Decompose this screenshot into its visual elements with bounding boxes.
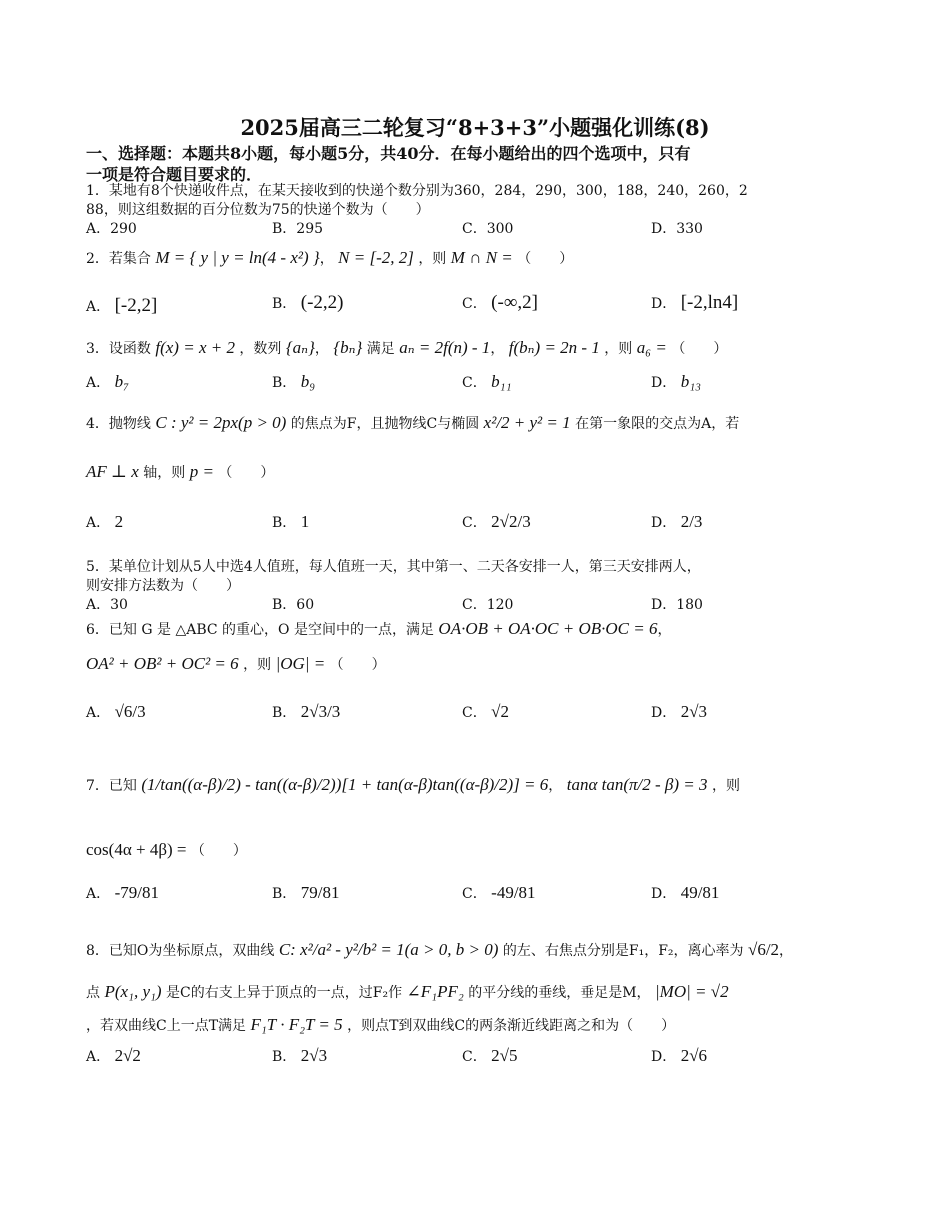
q7-ask: cos(4α + 4β) = <box>86 840 187 859</box>
q3-function: f(x) = x + 2 <box>155 338 235 357</box>
q2-option-b: B． (-2,2) <box>272 292 344 313</box>
q1-line1: 1．某地有8个快递收件点，在某天接收到的快递个数分别为360，284，290，300，188，240，260，2 <box>86 183 748 199</box>
q4-ask: p = <box>189 462 214 481</box>
q3-sequence-a: {aₙ} <box>285 338 315 357</box>
q3-relation-2: f(bₙ) = 2n - 1 <box>508 338 600 357</box>
q4-condition: AF ⊥ x <box>86 462 139 481</box>
q7-option-d: D． 49/81 <box>651 883 720 902</box>
q8-mo: |MO| = √2 <box>655 982 729 1001</box>
q5-line2: 则安排方法数为（ ） <box>86 578 240 594</box>
q3-sequence-b: {bₙ} <box>333 338 363 357</box>
q6-stem-line1: 6．已知 G 是 △ABC 的重心，O 是空间中的一点，满足 OA·OB + OA·OC + OB·OC = 6， <box>86 619 672 638</box>
q2-tail: ，则 <box>418 251 447 267</box>
q2-option-d: D． [-2,ln4] <box>651 292 739 313</box>
q5-option-b: B．60 <box>272 597 315 613</box>
q4-stem-line1: 4．抛物线 C : y² = 2px(p > 0) 的焦点为F，且抛物线C与椭圆 x²/2 + y² = 1 在第一象限的交点为A，若 <box>86 413 740 432</box>
q4-parabola: C : y² = 2px(p > 0) <box>155 413 287 432</box>
q1-option-b: B．295 <box>272 221 324 237</box>
q4-stem-line2: AF ⊥ x 轴，则 p = （ ） <box>86 462 275 481</box>
q8-dot-product: F₁T · F₂T = 5 <box>250 1015 343 1034</box>
q2-ask: M ∩ N = <box>450 248 513 267</box>
q6-option-d: D． 2√3 <box>651 702 708 721</box>
q2-stem <box>86 248 573 269</box>
q5-line1: 5．某单位计划从5人中选4人值班，每人值班一天，其中第一、二天各安排一人，第三天安排两人， <box>86 559 701 575</box>
q5-option-d: D．180 <box>651 597 703 613</box>
q8-stem-line2: 点 P(x₁, y₁) 是C的右支上异于顶点的一点，过F₂作 ∠F₁PF₂ 的平分线的垂线，垂足是M， |MO| = √2 <box>86 982 729 1001</box>
q8-option-b: B． 2√3 <box>272 1046 328 1065</box>
q7-stem-line2: cos(4α + 4β) = （ ） <box>86 840 247 859</box>
q6-condition-2: OA² + OB² + OC² = 6 <box>86 654 239 673</box>
section-heading-line1: 一、选择题：本题共8小题，每小题5分，共40分．在每小题给出的四个选项中，只有 <box>86 144 691 163</box>
q6-condition-1: OA·OB + OA·OC + OB·OC = 6 <box>438 619 658 638</box>
q8-stem-line1: 8．已知O为坐标原点，双曲线 C: x²/a² - y²/b² = 1(a > 0, b > 0) 的左、右焦点分别是F₁，F₂，离心率为 √6/2， <box>86 940 794 959</box>
q4-option-d: D． 2/3 <box>651 512 703 531</box>
q4-option-b: B． 1 <box>272 512 310 531</box>
q2-sep: ， <box>319 251 334 267</box>
q8-option-c: C． 2√5 <box>462 1046 518 1065</box>
q2-option-a: A． [-2,2] <box>86 295 158 316</box>
q4-option-c: C． 2√2/3 <box>462 512 531 531</box>
q2-prefix: 2．若集合 <box>86 251 151 267</box>
q8-option-d: D． 2√6 <box>651 1046 708 1065</box>
q7-option-a: A． -79/81 <box>86 883 159 902</box>
q8-eccentricity: √6/2 <box>747 940 780 959</box>
q4-ellipse: x²/2 + y² = 1 <box>483 413 571 432</box>
section-heading-line2: 一项是符合题目要求的． <box>86 165 263 184</box>
q6-stem-line2: OA² + OB² + OC² = 6 ，则 |OG| = （ ） <box>86 654 386 673</box>
q6-option-a: A． √6/3 <box>86 702 146 721</box>
q2-paren: （ ） <box>517 251 574 267</box>
q2-option-c: C． (-∞,2] <box>462 292 538 313</box>
q7-option-b: B． 79/81 <box>272 883 340 902</box>
q8-angle: ∠F₁PF₂ <box>406 982 464 1001</box>
q1-option-d: D．330 <box>651 221 703 237</box>
page-title: 2025届高三二轮复习“8+3+3”小题强化训练(8) <box>240 115 710 140</box>
q7-condition-2: tanα tan(π/2 - β) = 3 <box>566 775 708 794</box>
q7-option-c: C． -49/81 <box>462 883 536 902</box>
q7-condition-1: (1/tan((α-β)/2) - tan((α-β)/2))[1 + tan(α-β)tan((α-β)/2)] = 6 <box>141 775 549 794</box>
q3-option-b: B． b₉ <box>272 372 316 391</box>
q3-option-c: C． b₁₁ <box>462 372 512 391</box>
q3-option-d: D． b₁₃ <box>651 372 702 391</box>
q4-option-a: A． 2 <box>86 512 124 531</box>
q8-hyperbola: C: x²/a² - y²/b² = 1(a > 0, b > 0) <box>278 940 499 959</box>
q3-option-a: A． b₇ <box>86 372 129 391</box>
q1-line2: 88，则这组数据的百分位数为75的快递个数为（ ） <box>86 202 430 218</box>
q1-option-a: A．290 <box>86 221 137 237</box>
q3-relation-1: aₙ = 2f(n) - 1 <box>399 338 491 357</box>
q6-option-b: B． 2√3/3 <box>272 702 341 721</box>
q2-set-m: M = { y | y = ln(4 - x²) } <box>155 248 320 267</box>
q5-option-a: A．30 <box>86 597 128 613</box>
q5-option-c: C．120 <box>462 597 514 613</box>
q3-stem: 3．设函数 f(x) = x + 2 ，数列 {aₙ}， {bₙ} 满足 aₙ = 2f(n) - 1， f(bₙ) = 2n - 1 ，则 a₆ = （ ） <box>86 338 728 357</box>
q1-option-c: C．300 <box>462 221 514 237</box>
q8-point: P(x₁, y₁) <box>104 982 162 1001</box>
q6-option-c: C． √2 <box>462 702 510 721</box>
q3-ask: a₆ = <box>636 338 667 357</box>
q8-stem-line3: ，若双曲线C上一点T满足 F₁T · F₂T = 5 ，则点T到双曲线C的两条渐近线距离之和为（ ） <box>86 1015 676 1034</box>
q7-stem-line1: 7．已知 (1/tan((α-β)/2) - tan((α-β)/2))[1 + tan(α-β)tan((α-β)/2)] = 6， tanα tan(π/2 - β) = 3 ，则 <box>86 775 740 794</box>
q6-ask: |OG| = <box>275 654 326 673</box>
q2-set-n: N = [-2, 2] <box>338 248 414 267</box>
q8-option-a: A． 2√2 <box>86 1046 141 1065</box>
